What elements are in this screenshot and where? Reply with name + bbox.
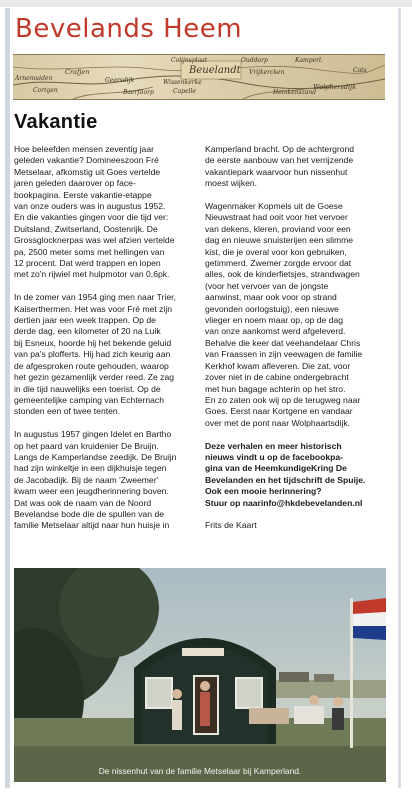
masthead: [13, 9, 393, 49]
article-column-right: [205, 144, 393, 543]
map-label: Vrijkercken: [249, 69, 285, 76]
article-paragraph: Kamperland bracht. Op de achtergrond de eerste aanbouw van het verrijzende vakantiepark waarvoor hun nissenhut moest wijken.: [205, 144, 355, 189]
article-column-left: [14, 144, 202, 543]
map-label: Colijnsplaat: [171, 57, 208, 64]
article-paragraph: In de zomer van 1954 ging men naar Trier, Kaiserthermen. Het was voor Fré met zijn dertien jaar een week trappen. Op de derde dag, een kilometer of 20 na Luik bij Esneux, hoorde hij het bekende geluid van pa's plofferts. Hij had zich keurig aan de afgesproken route gehouden, waarop het gezin gezamenlijk verder reed. Ze zag in die tijd nauwelijks een toerist. Op de gemeentelijke camping van Echternach stonden een of twee tenten.: [14, 292, 176, 417]
top-strip: [0, 0, 412, 7]
author-byline: Frits de Kaart: [205, 520, 257, 531]
map-label: Heinkenszand: [273, 89, 317, 96]
map-label: Crafjen: [65, 68, 90, 76]
historic-map-banner: [13, 54, 385, 100]
article-paragraph: Wagenmaker Kopmels uit de Goese Nieuwstraat had ooit voor het vervoer van dekens, kleren, proviand voor een dag en nieuwe snuisterijen een slimme kist, die je overal voor kon gebruiken, getimmerd. Zwemer zorgde ervoor dat alles, ook de kinderfietsjes, strandwagen (voor het vervoer van de jongste aanwinst, maar ook voor op strand gevonden oorlogstuig), een nieuwe vlieger en noem maar op, op de dag van onze aankomst werd afgeleverd. Behalve die keer dat veehandelaar Chris van Fraassen in zijn veewagen de familie Kerkhof kwam afleveren. Die zat, voor zover niet in de cabine ondergebracht met hun bagage achterin op het stro. En zo zaten ook wij op de terugweg naar Goes. Eerst naar Kortgene en vandaar over met de pont naar Wolphaartsdijk.: [205, 201, 363, 428]
map-label: Beuelandt: [189, 65, 241, 76]
map-label: Cats: [353, 67, 367, 74]
left-margin-bar: [5, 8, 10, 788]
map-label: Arnemuiden: [15, 75, 53, 82]
map-label: Kamperl.: [295, 57, 323, 64]
map-label: Geersdijk: [105, 77, 135, 84]
map-label: Wolphersdijk: [313, 83, 357, 91]
nissen-hut-illustration: [14, 568, 386, 782]
map-label: Cortgen: [33, 87, 58, 94]
article-photo: [14, 568, 386, 782]
map-label: Wissenkerke: [163, 79, 202, 86]
map-label: Capelle: [173, 88, 196, 95]
article-paragraph: Hoe beleefden mensen zeventig jaar geleden vakantie? Domineeszoon Fré Metselaar, afkomstig uit Goes vertelde jaren geleden daarover op face- bookpagina. Eerste vakantie-etappe van onze ouders was in augustus 1952. En die vakanties gingen voor die tijd ver: Duitsland, Zwitserland, Oostenrijk. De Grossglocknerpas was wel afzien vertelde pa, 2500 meter soms met hellingen van 12 procent. Dat werd trappen en lopen met zo'n rijwiel met hulpmotor van 0,6pk.: [14, 144, 175, 280]
map-label: Ouddorp: [241, 57, 268, 64]
article-paragraph: In augustus 1957 gingen Idelet en Bartho op het paard van kruidenier De Bruijn. Langs de Kamperlandse zeedijk. De Bruijn had zijn winkeltje in een dijkhuisje tegen de Jacobadijk. Bij de naam 'Zweemer' kwam weer een jeugdherinnering boven. Dat was ook de naam van de Noord Bevelandse bode die de spullen van de familie Metselaar altijd naar hun huisje in: [14, 429, 177, 531]
right-margin-bar: [398, 8, 401, 788]
photo-caption: De nissenhut van de familie Metselaar bij Kamperland.: [98, 766, 302, 776]
map-label: Baerfdorp: [123, 89, 154, 96]
promo-block: Deze verhalen en meer historisch nieuws vindt u op de facebookpa- gina van de HeemkundigeKring De Bevelanden en het tijdschrift de Spuije. Ook een mooie herinnering? Stuur op naarinfo@hkdebevelanden.nl: [205, 440, 366, 508]
masthead-title: Bevelands Heem: [15, 14, 243, 44]
article-title: Vakantie: [14, 111, 98, 133]
